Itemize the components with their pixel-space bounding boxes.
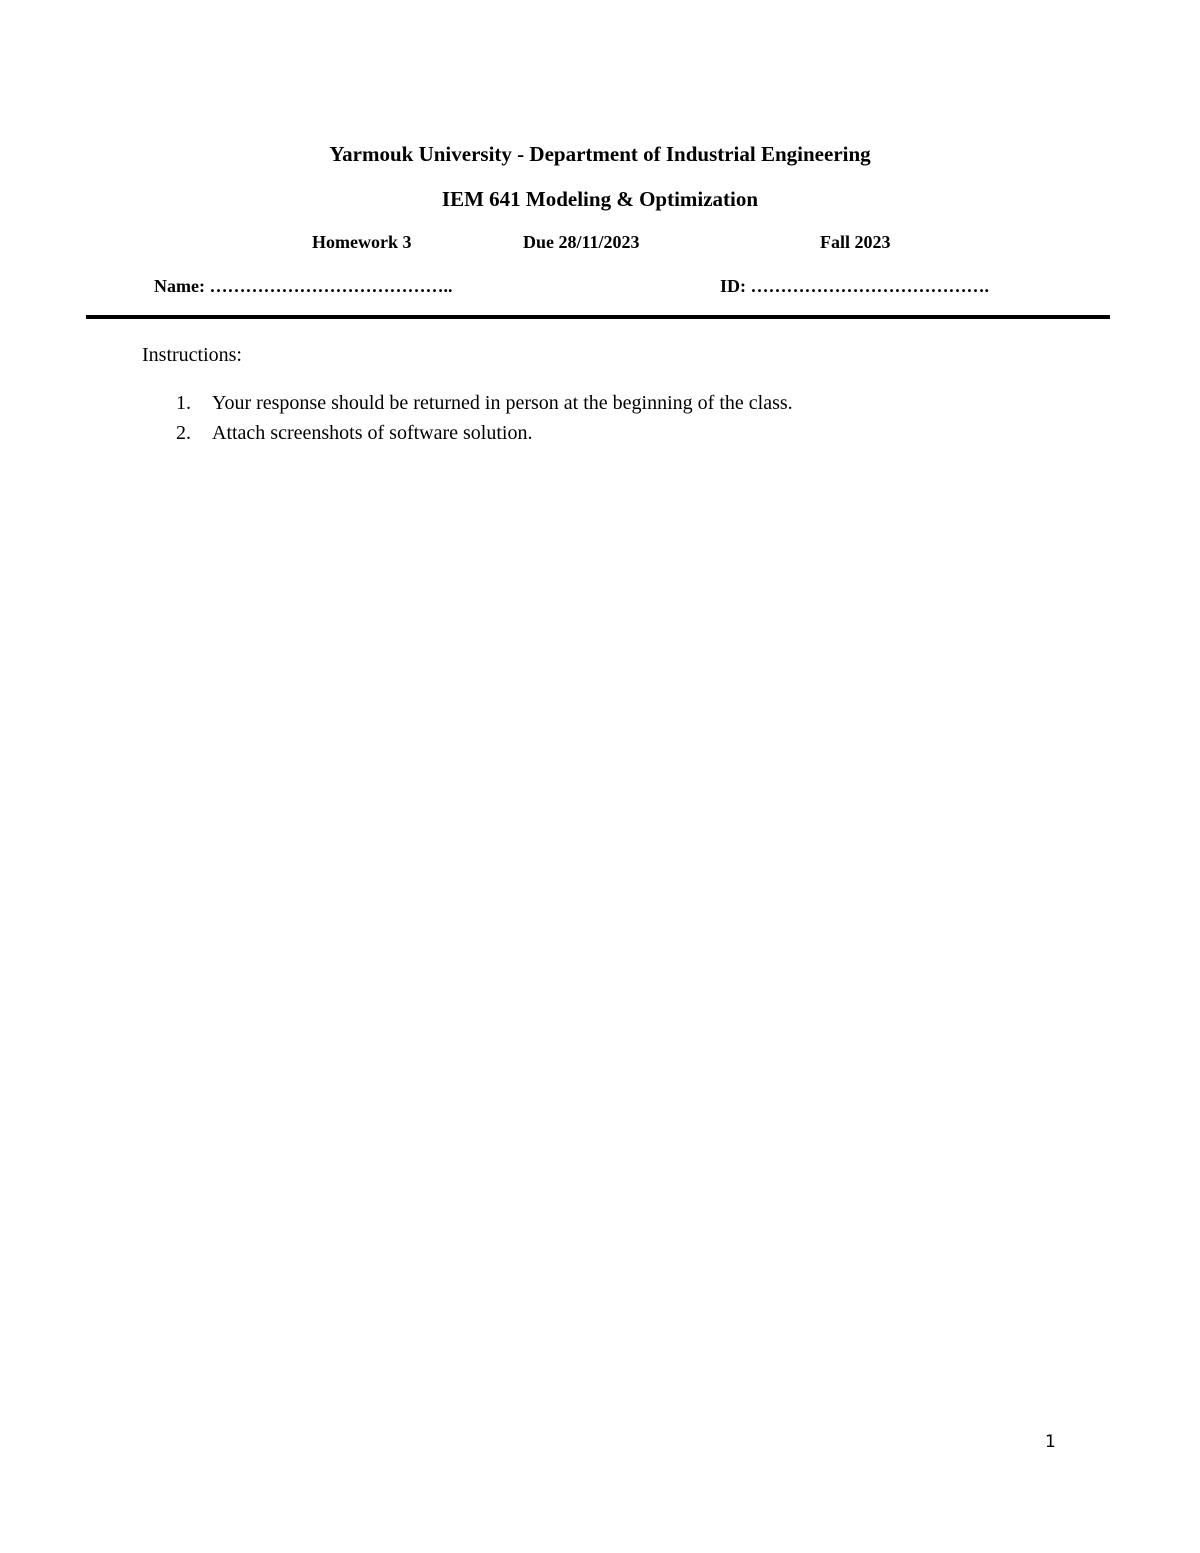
course-title: IEM 641 Modeling & Optimization (441, 187, 759, 211)
list-item-number: 2. (176, 422, 191, 444)
instructions-heading: Instructions: (142, 344, 242, 366)
due-date: Due 28/11/2023 (523, 232, 640, 252)
name-field: Name: ………………………………….. (154, 276, 453, 296)
id-field: ID: …………………………………. (720, 276, 989, 296)
header-divider (86, 315, 1110, 319)
homework-label: Homework 3 (312, 232, 412, 252)
list-item-text: Your response should be returned in person at the beginning of the class. (212, 392, 793, 414)
term-label: Fall 2023 (820, 232, 891, 252)
list-item (142, 390, 793, 420)
list-item-number: 1. (176, 392, 191, 414)
list-item-text: Attach screenshots of software solution. (212, 422, 533, 444)
page-number: 1 (1045, 1432, 1056, 1452)
list-item (142, 420, 793, 450)
university-heading: Yarmouk University - Department of Industrial Engineering (329, 142, 871, 166)
instructions-list (142, 390, 793, 450)
